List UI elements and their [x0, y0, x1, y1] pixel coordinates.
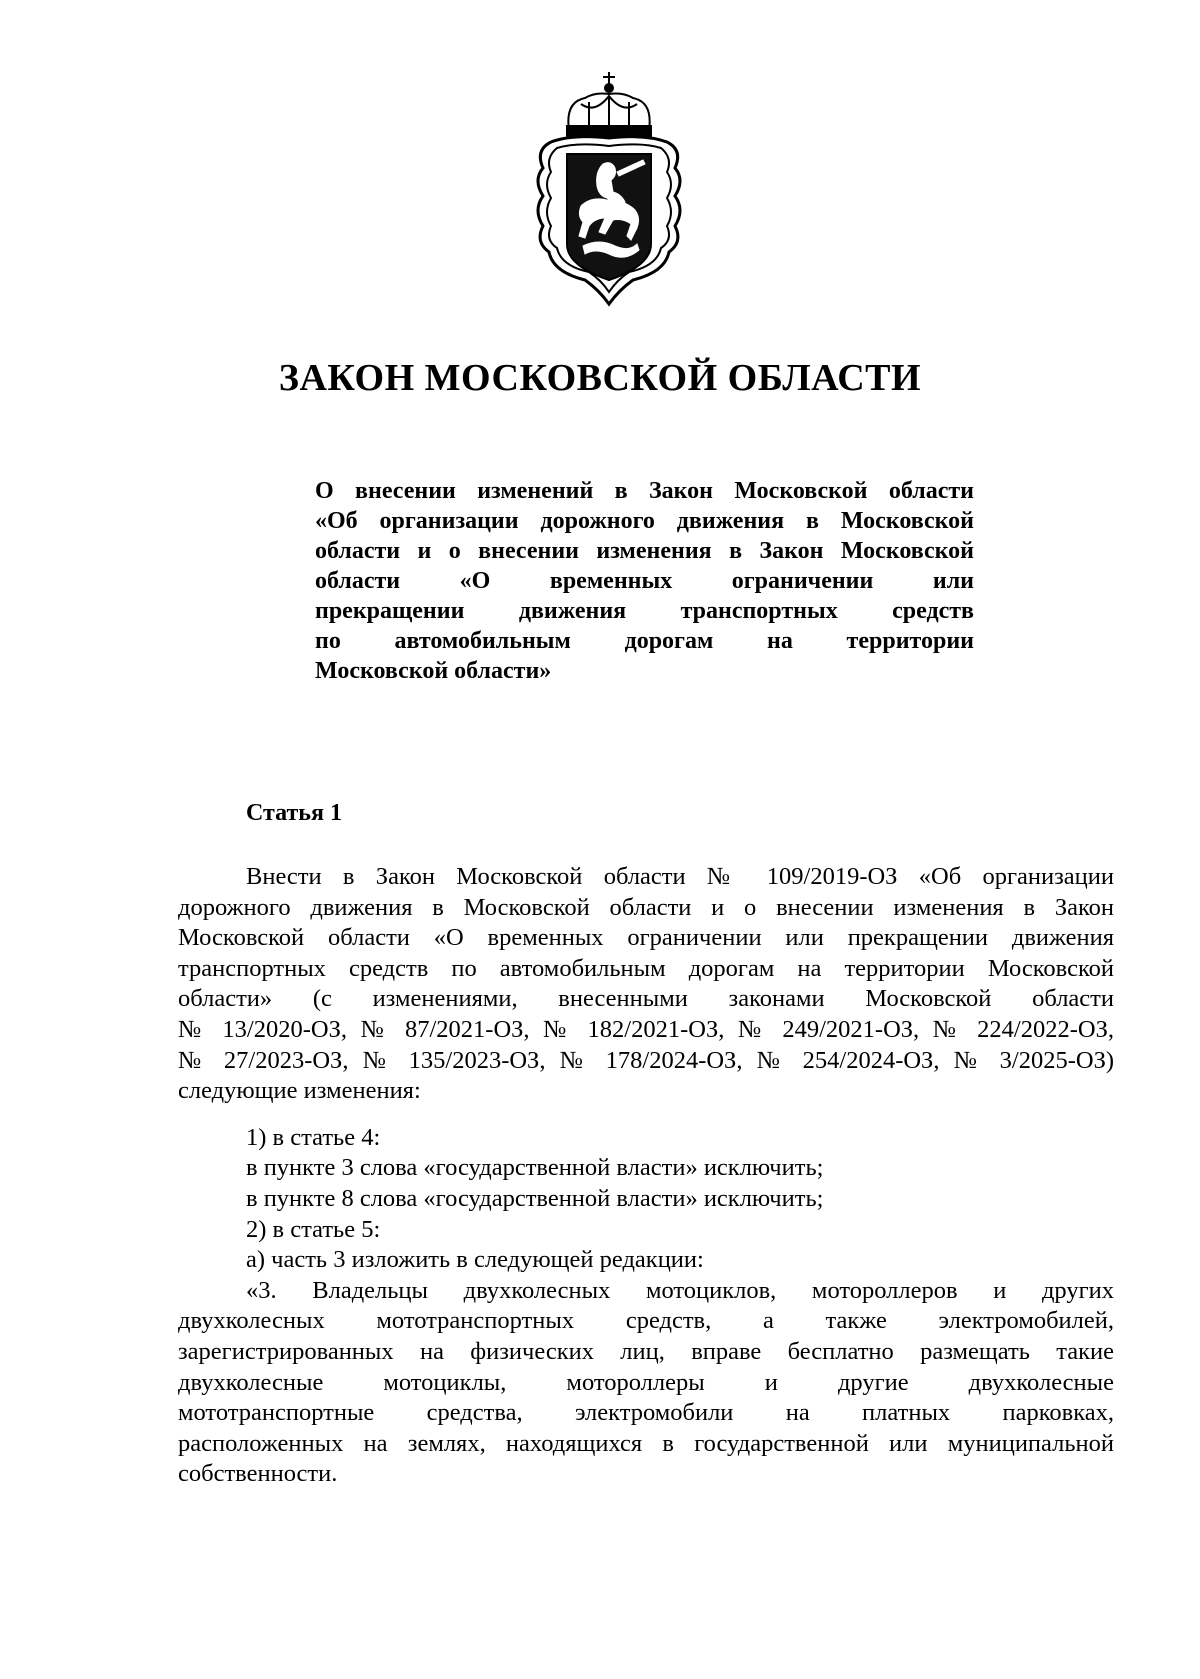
body-line: мототранспортные средства, электромобили на платных парковках,	[178, 1399, 1114, 1427]
paragraph-gap	[178, 1107, 1114, 1123]
law-title: ЗАКОН МОСКОВСКОЙ ОБЛАСТИ	[278, 357, 922, 399]
body-line: двухколесных мототранспортных средств, а также электромобилей,	[178, 1307, 1114, 1335]
list-item: в пункте 8 слова «государственной власти» исключить;	[246, 1184, 824, 1212]
body-line: области» (с изменениями, внесенными законами Московской области	[178, 985, 1114, 1013]
list-item: 1) в статье 4:	[246, 1123, 381, 1151]
article-body	[178, 862, 1114, 1490]
subtitle-line: О внесении изменений в Закон Московской области	[315, 478, 974, 504]
subtitle-line: «Об организации дорожного движения в Московской	[315, 508, 974, 534]
body-line: «3. Владельцы двухколесных мотоциклов, мотороллеров и других	[246, 1276, 1114, 1304]
body-line: № 13/2020-ОЗ, № 87/2021-ОЗ, № 182/2021-ОЗ, № 249/2021-ОЗ, № 224/2022-ОЗ,	[178, 1015, 1114, 1043]
body-line: собственности.	[178, 1460, 338, 1488]
list-item: в пункте 3 слова «государственной власти» исключить;	[246, 1154, 824, 1182]
subtitle-line: прекращении движения транспортных средств	[315, 598, 974, 624]
body-line: Внести в Закон Московской области № 109/2019-ОЗ «Об организации	[246, 863, 1114, 890]
list-item: 2) в статье 5:	[246, 1215, 381, 1243]
body-line: дорожного движения в Московской области и о внесении изменения в Закон	[178, 893, 1114, 921]
body-line: двухколесные мотоциклы, мотороллеры и другие двухколесные	[178, 1368, 1114, 1396]
subtitle-line: области и о внесении изменения в Закон Московской	[315, 538, 974, 564]
body-line: № 27/2023-ОЗ, № 135/2023-ОЗ, № 178/2024-ОЗ, № 254/2024-ОЗ, № 3/2025-ОЗ)	[178, 1046, 1114, 1074]
body-line: транспортных средств по автомобильным дорогам на территории Московской	[178, 954, 1114, 982]
subtitle-line: области «О временных ограничении или	[315, 568, 974, 594]
body-line: зарегистрированных на физических лиц, вправе бесплатно размещать такие	[178, 1337, 1114, 1365]
coat-of-arms-icon	[525, 68, 693, 308]
body-line: расположенных на землях, находящихся в государственной или муниципальной	[178, 1429, 1114, 1457]
intro-paragraph	[178, 862, 1114, 1107]
body-line: Московской области «О временных ограничении или прекращении движения	[178, 924, 1114, 952]
subtitle-line: по автомобильным дорогам на территории	[315, 628, 974, 654]
list-item: а) часть 3 изложить в следующей редакции:	[246, 1246, 704, 1274]
subtitle-line: Московской области»	[315, 658, 552, 684]
quoted-paragraph	[178, 1276, 1114, 1490]
coat-of-arms-emblem	[525, 68, 693, 308]
article-heading: Статья 1	[246, 800, 342, 826]
body-line: следующие изменения:	[178, 1077, 421, 1105]
law-subtitle	[315, 476, 974, 686]
